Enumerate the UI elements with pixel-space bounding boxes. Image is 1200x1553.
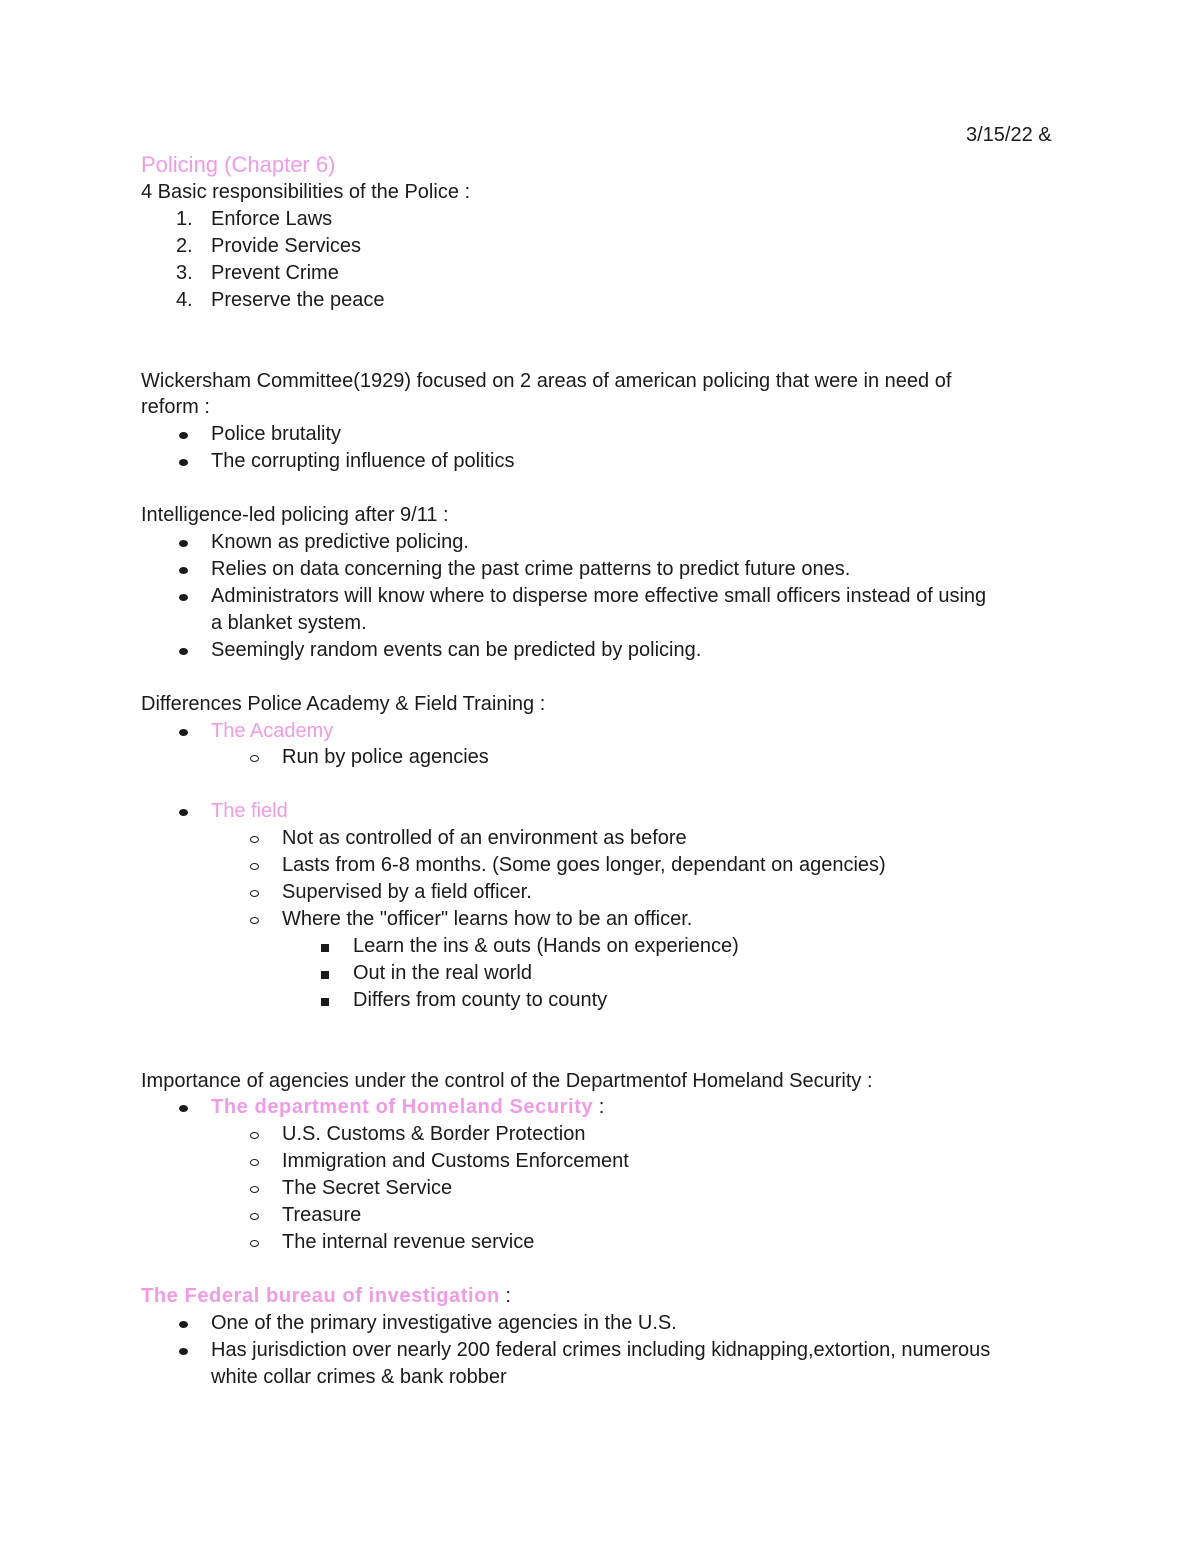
wickersham-heading-cont: reform : (141, 396, 210, 419)
circle-bullet-icon (250, 1159, 259, 1166)
bullet-icon (179, 540, 188, 547)
list-item: U.S. Customs & Border Protection (141, 1121, 1071, 1148)
circle-bullet-icon (250, 890, 259, 897)
note-date: 3/15/22 & (966, 124, 1052, 146)
wickersham-list (141, 421, 1071, 475)
list-item: 3. Prevent Crime (176, 261, 339, 284)
list-item: Treasure (141, 1202, 1071, 1229)
circle-bullet-icon (250, 863, 259, 870)
bullet-icon (179, 594, 188, 601)
bullet-icon (179, 459, 188, 466)
list-item: Police brutality (141, 421, 1071, 448)
list-item: One of the primary investigative agencies in the U.S. (141, 1310, 1071, 1337)
bullet-icon (179, 729, 188, 736)
list-item-continuation: a blanket system. (211, 611, 367, 634)
list-item: 2. Provide Services (176, 234, 362, 257)
list-item-continuation: white collar crimes & bank robber (211, 1365, 507, 1388)
academy-label: The Academy (141, 718, 1071, 745)
notes-body (141, 150, 1071, 1391)
list-item: Differs from county to county (141, 987, 1071, 1014)
fbi-list (141, 1310, 1071, 1391)
circle-bullet-icon (250, 917, 259, 924)
list-item: Has jurisdiction over nearly 200 federal crimes including kidnapping,extortion, numerous (141, 1337, 1071, 1364)
list-item: Supervised by a field officer. (141, 879, 1071, 906)
list-item: Where the "officer" learns how to be an officer. (141, 906, 1071, 933)
dhs-list (141, 1094, 1071, 1255)
fbi-heading: The Federal bureau of investigation : (141, 1284, 511, 1307)
list-item: Learn the ins & outs (Hands on experience) (141, 933, 1071, 960)
dhs-label: The department of Homeland Security : (141, 1094, 1071, 1121)
square-bullet-icon (321, 944, 329, 952)
list-item: Out in the real world (141, 960, 1071, 987)
list-item: The Secret Service (141, 1175, 1071, 1202)
circle-bullet-icon (250, 1240, 259, 1247)
list-item: The internal revenue service (141, 1229, 1071, 1256)
academy-list (141, 718, 1071, 772)
circle-bullet-icon (250, 836, 259, 843)
responsibilities-heading: 4 Basic responsibilities of the Police : (141, 181, 471, 203)
field-list (141, 798, 1071, 1013)
circle-bullet-icon (250, 1186, 259, 1193)
list-item: Run by police agencies (141, 744, 1071, 771)
list-item: Relies on data concerning the past crime patterns to predict future ones. (141, 556, 1071, 583)
dhs-heading: Importance of agencies under the control of the Departmentof Homeland Security : (141, 1069, 873, 1092)
square-bullet-icon (321, 971, 329, 979)
bullet-icon (179, 648, 188, 655)
intelligence-list (141, 529, 1071, 664)
bullet-icon (179, 567, 188, 574)
square-bullet-icon (321, 998, 329, 1006)
list-item: Lasts from 6-8 months. (Some goes longer, dependant on agencies) (141, 852, 1071, 879)
circle-bullet-icon (250, 755, 259, 762)
wickersham-heading: Wickersham Committee(1929) focused on 2 areas of american policing that were in need of (141, 369, 952, 392)
circle-bullet-icon (250, 1213, 259, 1220)
list-item: Not as controlled of an environment as before (141, 825, 1071, 852)
academy-heading: Differences Police Academy & Field Training : (141, 692, 546, 715)
list-item: The corrupting influence of politics (141, 448, 1071, 475)
list-item: 4. Preserve the peace (176, 288, 385, 311)
list-item: Administrators will know where to disperse more effective small officers instead of using (141, 583, 1071, 610)
bullet-icon (179, 1321, 188, 1328)
bullet-icon (179, 1348, 188, 1355)
list-item: Seemingly random events can be predicted by policing. (141, 637, 1071, 664)
intelligence-heading: Intelligence-led policing after 9/11 : (141, 504, 449, 527)
field-label: The field (141, 798, 1071, 825)
responsibilities-list (141, 206, 1071, 314)
bullet-icon (179, 432, 188, 439)
list-item: Immigration and Customs Enforcement (141, 1148, 1071, 1175)
bullet-icon (179, 1105, 188, 1112)
circle-bullet-icon (250, 1132, 259, 1139)
page-title: Policing (Chapter 6) (141, 152, 336, 177)
bullet-icon (179, 809, 188, 816)
list-item: Known as predictive policing. (141, 529, 1071, 556)
list-item: 1. Enforce Laws (176, 207, 333, 230)
